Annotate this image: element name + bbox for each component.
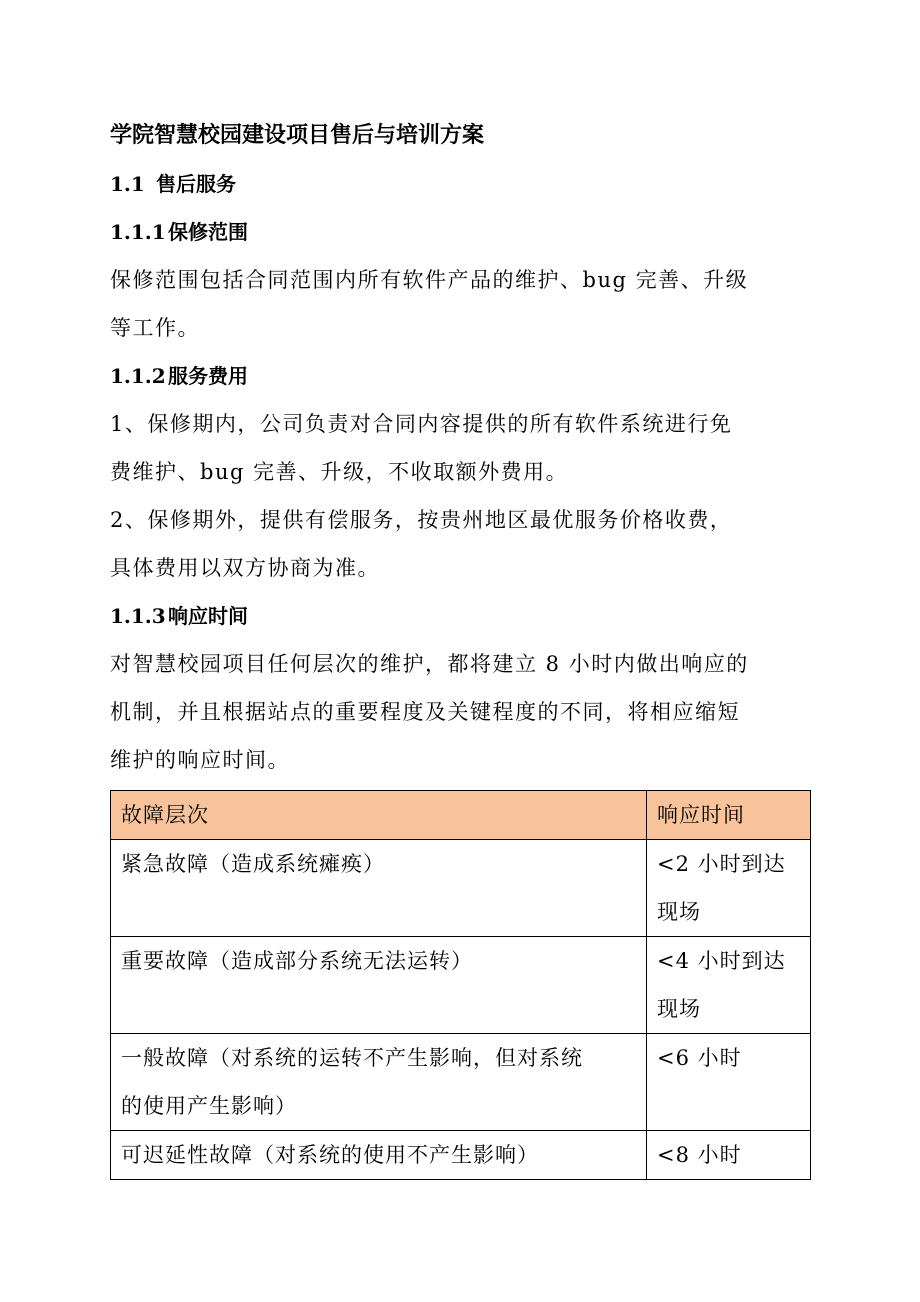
cell-line: <4 小时到达 <box>657 949 786 973</box>
heading-1-1-2 <box>110 360 810 392</box>
warranty-scope-paragraph <box>110 256 810 352</box>
cell-line: 重要故障（造成部分系统无法运转） <box>121 949 473 973</box>
response-time-cell <box>647 1131 811 1180</box>
cell-line: 现场 <box>657 997 701 1021</box>
cell-line: 紧急故障（造成系统瘫痪） <box>121 852 385 876</box>
paragraph-line: 等工作。 <box>110 316 200 340</box>
paragraph-line: 1、保修期内，公司负责对合同内容提供的所有软件系统进行免 <box>110 412 733 436</box>
fault-level-cell <box>111 1131 647 1180</box>
service-fee-paragraph-2 <box>110 496 810 592</box>
header-response-time: 响应时间 <box>647 791 811 840</box>
paragraph-line: 机制，并且根据站点的重要程度及关键程度的不同，将相应缩短 <box>110 700 740 724</box>
header-fault-level: 故障层次 <box>111 791 647 840</box>
heading-1-1 <box>110 168 810 200</box>
heading-number: 1.1.1 <box>110 220 166 244</box>
paragraph-line: 2、保修期外，提供有偿服务，按贵州地区最优服务价格收费， <box>110 508 733 532</box>
cell-line: 现场 <box>657 900 701 924</box>
table-row <box>111 840 811 937</box>
fault-level-cell <box>111 1034 647 1131</box>
heading-text: 响应时间 <box>168 604 248 628</box>
paragraph-line: 维护的响应时间。 <box>110 748 290 772</box>
document-title: 学院智慧校园建设项目售后与培训方案 <box>110 122 485 148</box>
table-row <box>111 1131 811 1180</box>
response-time-cell <box>647 840 811 937</box>
heading-text: 服务费用 <box>168 364 248 388</box>
fault-level-cell <box>111 840 647 937</box>
heading-1-1-1 <box>110 216 810 248</box>
cell-line: <2 小时到达 <box>657 852 786 876</box>
response-time-cell <box>647 937 811 1034</box>
response-time-cell <box>647 1034 811 1131</box>
cell-line: 一般故障（对系统的运转不产生影响，但对系统 <box>121 1046 583 1070</box>
paragraph-line: 保修范围包括合同范围内所有软件产品的维护、bug 完善、升级 <box>110 268 749 292</box>
paragraph-line: 对智慧校园项目任何层次的维护，都将建立 8 小时内做出响应的 <box>110 652 749 676</box>
table-header-row <box>111 791 811 840</box>
cell-line: 可迟延性故障（对系统的使用不产生影响） <box>121 1143 539 1167</box>
heading-text: 保修范围 <box>168 220 248 244</box>
table-row <box>111 937 811 1034</box>
heading-number: 1.1 <box>110 172 145 196</box>
heading-1-1-3 <box>110 600 810 632</box>
cell-line: <6 小时 <box>657 1046 742 1070</box>
table-row <box>111 1034 811 1131</box>
heading-number: 1.1.3 <box>110 604 166 628</box>
cell-line: <8 小时 <box>657 1143 742 1167</box>
paragraph-line: 具体费用以双方协商为准。 <box>110 556 380 580</box>
fault-level-cell <box>111 937 647 1034</box>
service-fee-paragraph-1 <box>110 400 810 496</box>
response-time-paragraph <box>110 640 810 784</box>
heading-number: 1.1.2 <box>110 364 166 388</box>
fault-response-table <box>110 790 811 1180</box>
paragraph-line: 费维护、bug 完善、升级，不收取额外费用。 <box>110 460 569 484</box>
heading-text: 售后服务 <box>156 172 236 196</box>
cell-line: 的使用产生影响） <box>121 1094 297 1118</box>
